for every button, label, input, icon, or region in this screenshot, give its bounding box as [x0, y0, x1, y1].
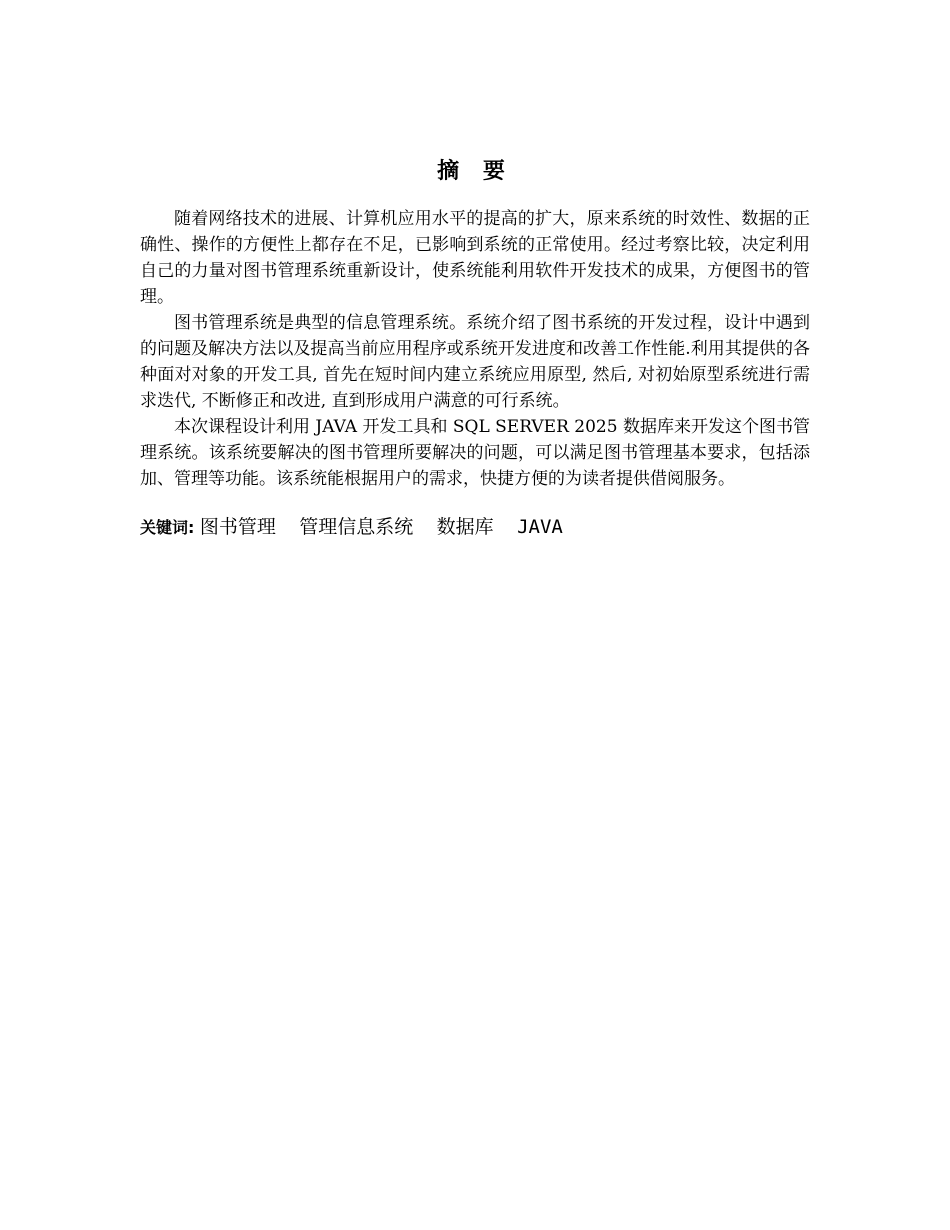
keyword-item: 图书管理: [199, 516, 276, 538]
abstract-paragraph-3: 本次课程设计利用 JAVA 开发工具和 SQL SERVER 2025 数据库来开发这个图书管理系统。该系统要解决的图书管理所要解决的问题，可以满足图书管理基本要求，包括添加、管理等功能。该系统能根据用户的需求，快捷方便的为读者提供借阅服务。: [140, 417, 810, 489]
keyword-item: 管理信息系统: [299, 516, 414, 538]
abstract-paragraph-2: 图书管理系统是典型的信息管理系统。系统介绍了图书系统的开发过程，设计中遇到的问题及解决方法以及提高当前应用程序或系统开发进度和改善工作性能.利用其提供的各种面对对象的开发工具, 首先在短时间内建立系统应用原型, 然后, 对初始原型系统进行需求迭代, 不断修正和改进, 直到形成用户满意的可行系统。: [140, 313, 810, 411]
keywords-line: [140, 512, 810, 543]
abstract-paragraph-1: 随着网络技术的进展、计算机应用水平的提高的扩大，原来系统的时效性、数据的正确性、操作的方便性上都存在不足，已影响到系统的正常使用。经过考察比较，决定利用自己的力量对图书管理系统重新设计，使系统能利用软件开发技术的成果，方便图书的管理。: [140, 209, 810, 307]
abstract-title: 摘 要: [437, 159, 513, 184]
document-page: [140, 152, 810, 543]
keyword-item: JAVA: [517, 516, 563, 538]
keyword-item: 数据库: [436, 516, 494, 538]
keywords-label: 关键词:: [140, 518, 195, 537]
